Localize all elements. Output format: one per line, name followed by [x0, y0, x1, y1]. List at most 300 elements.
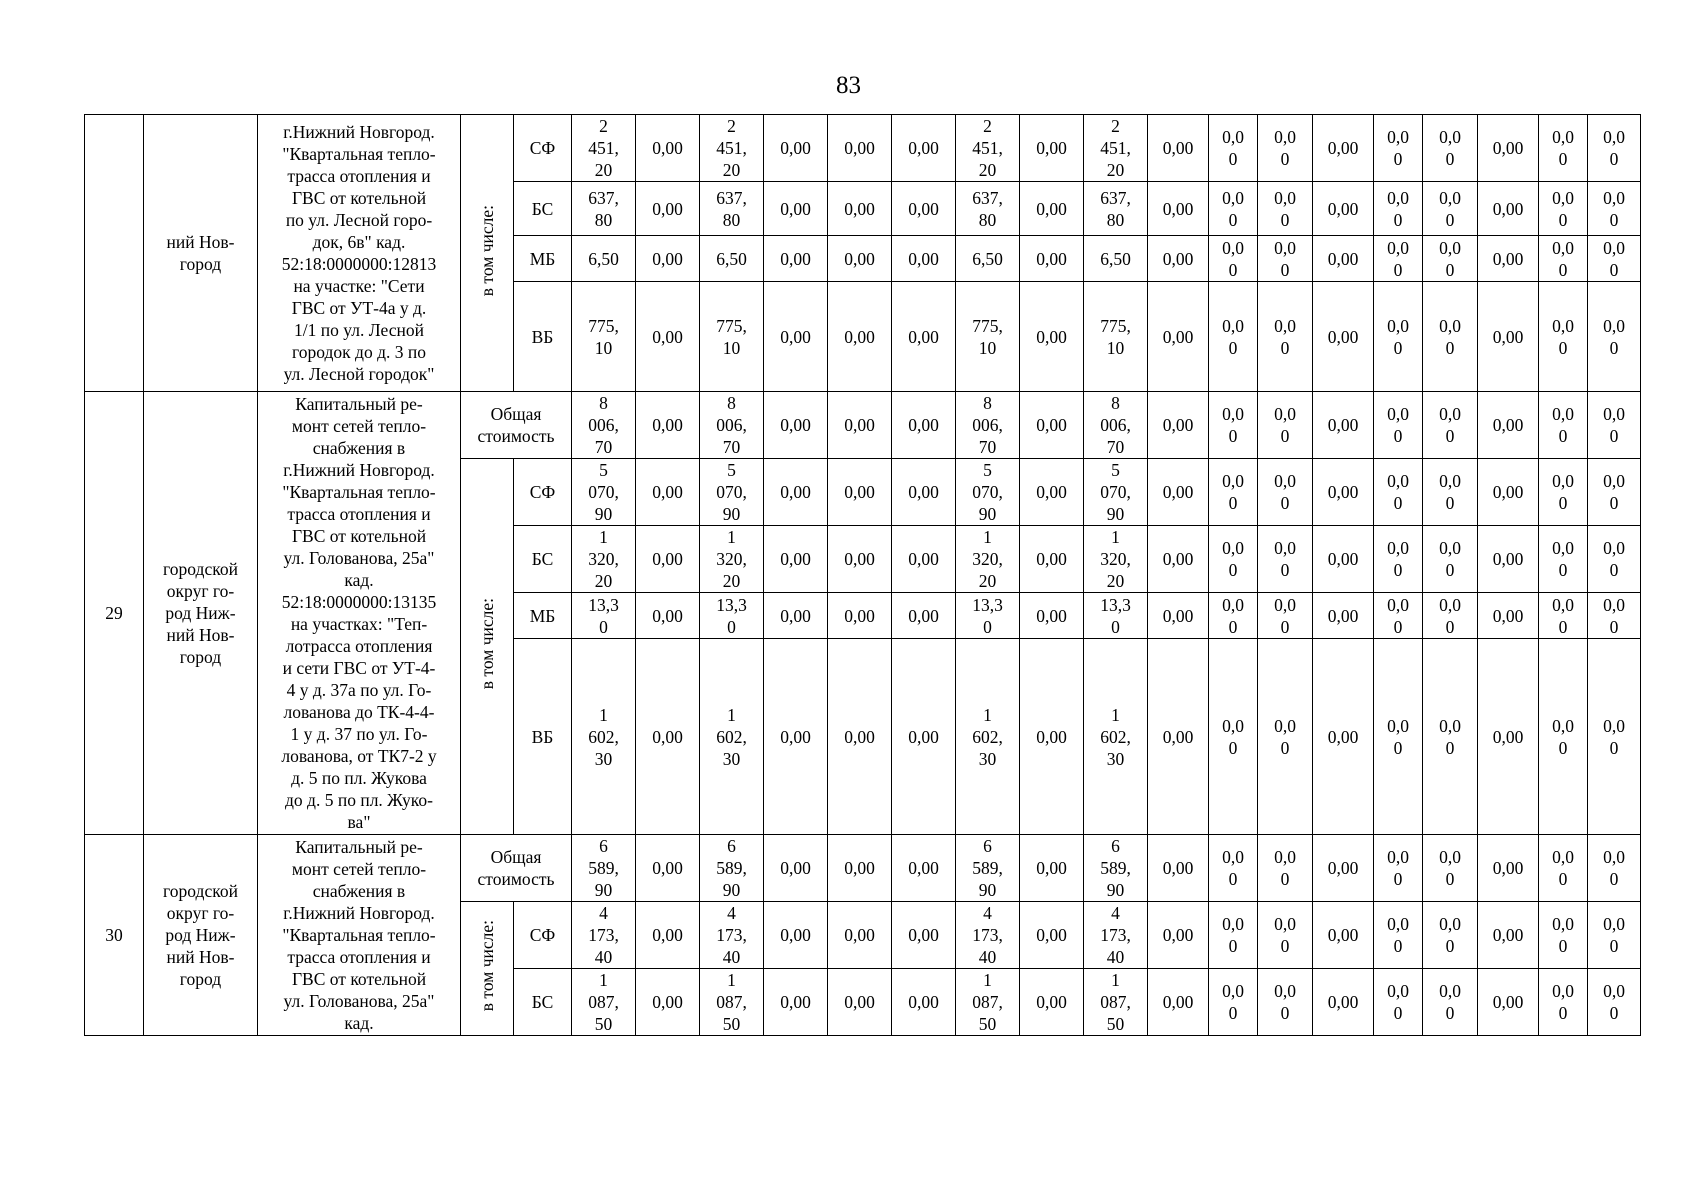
cell-line: округ го-	[166, 581, 235, 601]
amount-cell	[956, 115, 1020, 182]
cell-line: ГВС от котельной	[291, 969, 427, 989]
cell-line: 0,0	[1222, 404, 1244, 424]
zero-cell: 0,00	[764, 282, 828, 392]
cell-line: 0	[1558, 869, 1568, 889]
zero-cell: 0,00	[1313, 969, 1374, 1036]
zero-cell: 0,00	[1148, 182, 1209, 236]
cell-lines	[1425, 237, 1475, 281]
cell-lines	[1211, 913, 1255, 957]
zero-cell: 0,00	[1148, 593, 1209, 639]
cell-lines	[1425, 126, 1475, 170]
amount-cell	[1084, 115, 1148, 182]
cell-line: 589,	[1100, 858, 1131, 878]
funding-source: БС	[514, 182, 572, 236]
zero-cell: 0,00	[1148, 236, 1209, 282]
zero-cell: 0,00	[636, 459, 700, 526]
municipality-cell	[144, 392, 258, 835]
cell-line: 602,	[972, 726, 1003, 747]
amount-cell	[1084, 282, 1148, 392]
cell-line: 13,3	[1100, 594, 1131, 615]
cell-line: 0	[599, 616, 608, 637]
cell-line: трасса отопления и	[287, 504, 431, 524]
cell-lines	[1425, 715, 1475, 759]
zero-cell: 0,00	[1148, 639, 1209, 835]
cell-lines	[1590, 537, 1638, 581]
cell-line: 13,3	[972, 594, 1003, 615]
zero-split-cell	[1423, 236, 1478, 282]
zero-cell: 0,00	[892, 902, 956, 969]
amount-cell	[572, 282, 636, 392]
cell-line: 13,3	[588, 594, 619, 615]
cell-line: 602,	[588, 726, 619, 747]
zero-split-cell	[1588, 115, 1641, 182]
cell-line: 0,0	[1552, 538, 1574, 558]
amount-cell	[956, 639, 1020, 835]
cell-lines	[463, 846, 569, 890]
cell-line: 0,0	[1439, 315, 1461, 336]
cell-line: ва"	[347, 812, 371, 832]
cell-line: ний Нов-	[166, 947, 235, 967]
cell-line: 006,	[588, 415, 619, 435]
amount-cell	[572, 182, 636, 236]
cell-lines	[1260, 237, 1310, 281]
zero-cell: 0,00	[764, 835, 828, 902]
cell-line: 5	[599, 460, 608, 480]
amount-cell	[572, 902, 636, 969]
zero-cell: 0,00	[828, 236, 892, 282]
cell-line: 0	[1445, 869, 1455, 889]
amount-cell	[1084, 392, 1148, 459]
cell-line: 30	[978, 748, 997, 769]
zero-cell: 0,00	[764, 459, 828, 526]
cell-lines	[574, 315, 633, 359]
cell-line: 1	[727, 527, 736, 547]
cell-line: 20	[722, 571, 741, 591]
cell-line: 0	[1558, 209, 1568, 230]
amount-cell	[572, 526, 636, 593]
cell-line: 6,50	[1100, 248, 1131, 269]
zero-cell: 0,00	[1020, 282, 1084, 392]
cell-lines	[1086, 969, 1145, 1035]
cell-line: 30	[722, 748, 741, 769]
zero-split-cell	[1258, 526, 1313, 593]
zero-split-cell	[1588, 236, 1641, 282]
amount-cell	[956, 526, 1020, 593]
zero-split-cell	[1258, 115, 1313, 182]
cell-lines	[1425, 594, 1475, 638]
cell-line: ГВС от котельной	[291, 526, 427, 546]
cell-line: "Квартальная тепло-	[282, 925, 436, 945]
amount-cell	[700, 835, 764, 902]
amount-cell	[572, 459, 636, 526]
zero-cell: 0,00	[764, 115, 828, 182]
funding-source: СФ	[514, 459, 572, 526]
cell-line: кад.	[344, 1013, 374, 1033]
zero-split-cell	[1374, 593, 1423, 639]
zero-split-cell	[1423, 282, 1478, 392]
cell-lines	[1086, 902, 1145, 968]
cell-line: город	[179, 647, 222, 667]
cell-line: 0,0	[1552, 914, 1574, 934]
cell-lines	[1376, 715, 1420, 759]
cell-line: 2	[727, 116, 736, 136]
funding-source: МБ	[514, 236, 572, 282]
cell-line: ГВС от котельной	[291, 188, 427, 208]
amount-cell	[572, 593, 636, 639]
cell-lines	[1590, 403, 1638, 447]
cell-lines	[1590, 846, 1638, 890]
cell-line: 0,0	[1439, 981, 1461, 1001]
zero-cell: 0,00	[636, 593, 700, 639]
cell-line: 0	[1445, 149, 1455, 169]
zero-cell: 0,00	[636, 392, 700, 459]
zero-cell: 0,00	[892, 526, 956, 593]
cell-line: 637,	[588, 187, 619, 208]
cell-lines	[1425, 980, 1475, 1024]
cell-lines	[958, 392, 1017, 458]
zero-cell: 0,00	[764, 392, 828, 459]
cell-line: 0	[1280, 426, 1290, 446]
cell-lines	[1376, 187, 1420, 231]
cell-line: 087,	[588, 992, 619, 1012]
cell-line: 0	[1393, 936, 1403, 956]
zero-split-cell	[1423, 835, 1478, 902]
zero-split-cell	[1588, 182, 1641, 236]
cell-line: 006,	[1100, 415, 1131, 435]
cell-line: 0	[1393, 1003, 1403, 1023]
cell-line: 451,	[716, 138, 747, 158]
cell-lines	[702, 392, 761, 458]
cell-line: 50	[594, 1014, 613, 1034]
cell-line: 0	[1228, 426, 1238, 446]
cell-line: 0,0	[1222, 471, 1244, 491]
funding-source: БС	[514, 969, 572, 1036]
cell-line: 0,0	[1387, 127, 1409, 147]
cell-line: 173,	[1100, 925, 1131, 945]
cell-line: 0	[1280, 616, 1290, 637]
cell-line: 320,	[972, 549, 1003, 569]
cell-line: 0	[1280, 209, 1290, 230]
cell-line: 0	[1558, 337, 1568, 358]
cell-line: 20	[594, 160, 613, 180]
cell-lines	[1425, 187, 1475, 231]
zero-split-cell	[1588, 459, 1641, 526]
cell-line: 0	[1280, 1003, 1290, 1023]
cell-line: 1	[1111, 527, 1120, 547]
cell-lines	[574, 392, 633, 458]
cell-lines	[1086, 115, 1145, 181]
cell-line: 589,	[716, 858, 747, 878]
cell-lines	[1211, 846, 1255, 890]
cell-lines	[958, 459, 1017, 525]
cell-line: 1	[599, 527, 608, 547]
cell-line: ний Нов-	[166, 625, 235, 645]
cell-line: 0,0	[1387, 187, 1409, 208]
cell-lines	[702, 115, 761, 181]
zero-cell: 0,00	[636, 835, 700, 902]
cell-line: 1	[983, 970, 992, 990]
zero-cell: 0,00	[636, 639, 700, 835]
zero-cell: 0,00	[636, 969, 700, 1036]
cell-lines	[1590, 187, 1638, 231]
cell-line: 6	[599, 836, 608, 856]
cell-line: 0	[1228, 337, 1238, 358]
zero-split-cell	[1209, 392, 1258, 459]
cell-lines	[1260, 715, 1310, 759]
cell-line: 0	[1558, 936, 1568, 956]
cell-line: 0,0	[1439, 594, 1461, 615]
cell-line: 80	[722, 209, 741, 230]
cell-lines	[574, 902, 633, 968]
zero-cell: 0,00	[1148, 115, 1209, 182]
amount-cell	[1084, 459, 1148, 526]
zero-cell: 0,00	[892, 969, 956, 1036]
cell-line: 0	[1445, 1003, 1455, 1023]
cell-line: 90	[978, 880, 997, 900]
cell-lines	[1260, 403, 1310, 447]
zero-split-cell	[1258, 969, 1313, 1036]
amount-cell	[700, 392, 764, 459]
cell-line: 0,0	[1222, 315, 1244, 336]
cell-lines	[1541, 470, 1585, 514]
cell-line: 0,0	[1222, 914, 1244, 934]
zero-cell: 0,00	[1020, 236, 1084, 282]
zero-split-cell	[1374, 639, 1423, 835]
cell-line: 1	[983, 527, 992, 547]
cell-line: 0,0	[1387, 594, 1409, 615]
amount-cell	[956, 835, 1020, 902]
zero-cell: 0,00	[828, 182, 892, 236]
zero-cell: 0,00	[1478, 282, 1539, 392]
zero-split-cell	[1539, 115, 1588, 182]
cell-line: и сети ГВС от УТ-4-	[282, 658, 436, 678]
cell-line: 070,	[588, 482, 619, 502]
cell-lines	[1590, 315, 1638, 359]
zero-cell: 0,00	[828, 902, 892, 969]
cell-line: 0	[1609, 936, 1619, 956]
cell-line: 070,	[716, 482, 747, 502]
cell-lines	[702, 704, 761, 770]
cell-line: 1	[727, 970, 736, 990]
zero-split-cell	[1374, 236, 1423, 282]
zero-cell: 0,00	[1478, 639, 1539, 835]
cell-lines	[958, 315, 1017, 359]
cell-line: 0	[1609, 426, 1619, 446]
zero-cell: 0,00	[1020, 902, 1084, 969]
cell-lines	[1260, 913, 1310, 957]
cell-line: 0	[1393, 869, 1403, 889]
cell-lines	[1590, 980, 1638, 1024]
cell-lines	[1590, 715, 1638, 759]
cell-lines	[1376, 980, 1420, 1024]
zero-cell: 0,00	[1020, 526, 1084, 593]
zero-split-cell	[1258, 236, 1313, 282]
cell-lines	[1590, 126, 1638, 170]
cell-line: 087,	[972, 992, 1003, 1012]
funding-source: БС	[514, 526, 572, 593]
cell-lines	[1541, 913, 1585, 957]
cell-lines	[1376, 126, 1420, 170]
amount-cell	[956, 593, 1020, 639]
zero-cell: 0,00	[764, 593, 828, 639]
funding-source: МБ	[514, 593, 572, 639]
cell-line: 30	[1106, 748, 1125, 769]
cell-lines	[702, 526, 761, 592]
cell-lines	[702, 459, 761, 525]
cell-lines	[958, 902, 1017, 968]
cell-line: 0,0	[1552, 715, 1574, 736]
zero-split-cell	[1258, 639, 1313, 835]
cell-lines	[146, 558, 255, 668]
cell-lines	[1425, 315, 1475, 359]
cell-line: 1	[1111, 704, 1120, 725]
zero-cell: 0,00	[1020, 639, 1084, 835]
row-number	[85, 115, 144, 392]
cell-line: 0,0	[1274, 471, 1296, 491]
cell-line: 451,	[972, 138, 1003, 158]
cell-lines	[574, 115, 633, 181]
cell-lines	[574, 459, 633, 525]
cell-line: 0	[727, 616, 736, 637]
cell-line: Капитальный ре-	[295, 394, 423, 414]
cell-line: ГВС от УТ-4а у д.	[291, 298, 427, 318]
total-label	[461, 835, 572, 902]
cell-line: 0,0	[1274, 715, 1296, 736]
cell-line: ний Нов-	[166, 232, 235, 252]
cell-line: кад.	[344, 570, 374, 590]
cell-line: 0,0	[1274, 981, 1296, 1001]
cell-line: 6,50	[588, 248, 619, 269]
cell-line: город	[179, 969, 222, 989]
amount-cell	[700, 459, 764, 526]
cell-lines	[1260, 980, 1310, 1024]
cell-line: 2	[983, 116, 992, 136]
zero-cell: 0,00	[1478, 115, 1539, 182]
cell-line: 40	[722, 947, 741, 967]
cell-line: 0	[1280, 337, 1290, 358]
cell-line: 0	[1228, 616, 1238, 637]
zero-cell: 0,00	[1313, 526, 1374, 593]
table-row	[85, 115, 1641, 182]
cell-line: "Квартальная тепло-	[282, 482, 436, 502]
cell-lines	[1541, 126, 1585, 170]
cell-line: 2	[1111, 116, 1120, 136]
amount-cell	[1084, 182, 1148, 236]
cell-line: 0	[1445, 616, 1455, 637]
cell-line: род Ниж-	[165, 925, 236, 945]
cell-line: 0	[1445, 209, 1455, 230]
cell-lines	[958, 835, 1017, 901]
amount-cell	[572, 392, 636, 459]
zero-split-cell	[1539, 593, 1588, 639]
zero-split-cell	[1423, 526, 1478, 593]
zero-cell: 0,00	[1313, 639, 1374, 835]
cell-line: 80	[594, 209, 613, 230]
cell-line: 20	[722, 160, 741, 180]
cell-line: 1 у д. 37 по ул. Го-	[290, 724, 428, 744]
cell-line: 0	[1393, 259, 1403, 280]
cell-line: 0	[1558, 426, 1568, 446]
cell-line: 50	[978, 1014, 997, 1034]
zero-split-cell	[1209, 115, 1258, 182]
cell-line: 0,0	[1387, 847, 1409, 867]
cell-lines	[1425, 846, 1475, 890]
cell-line: 173,	[588, 925, 619, 945]
description-cell	[258, 115, 461, 392]
zero-cell: 0,00	[828, 526, 892, 593]
cell-line: 6,50	[972, 248, 1003, 269]
cell-line: 320,	[716, 549, 747, 569]
cell-line: 0,0	[1552, 471, 1574, 491]
cell-line: городок до д. 3 по	[292, 342, 426, 362]
zero-cell: 0,00	[1020, 459, 1084, 526]
cell-line: 1/1 по ул. Лесной	[294, 320, 424, 340]
zero-cell: 0,00	[1020, 835, 1084, 902]
zero-split-cell	[1539, 902, 1588, 969]
cell-line: 0,0	[1387, 471, 1409, 491]
cell-lines	[1260, 470, 1310, 514]
cell-line: 40	[978, 947, 997, 967]
cell-line: г.Нижний Новгород.	[283, 122, 435, 142]
cell-line: 8	[1111, 393, 1120, 413]
cell-lines	[1086, 704, 1145, 770]
cell-lines	[1260, 537, 1310, 581]
cell-line: 0,0	[1274, 315, 1296, 336]
zero-cell: 0,00	[1148, 902, 1209, 969]
zero-split-cell	[1423, 459, 1478, 526]
cell-lines	[1541, 980, 1585, 1024]
amount-cell	[956, 236, 1020, 282]
amount-cell	[956, 182, 1020, 236]
cell-line: 0,0	[1274, 127, 1296, 147]
zero-split-cell	[1209, 526, 1258, 593]
cell-line: 0,0	[1603, 471, 1625, 491]
cell-line: 0	[1393, 337, 1403, 358]
cell-line: 451,	[588, 138, 619, 158]
zero-cell: 0,00	[892, 392, 956, 459]
cell-line: 0	[1609, 1003, 1619, 1023]
cell-line: 0	[1228, 560, 1238, 580]
cell-line: 90	[722, 504, 741, 524]
cell-line: 70	[978, 437, 997, 457]
zero-cell: 0,00	[892, 115, 956, 182]
amount-cell	[1084, 593, 1148, 639]
cell-line: 0,0	[1439, 471, 1461, 491]
zero-split-cell	[1588, 593, 1641, 639]
cell-lines	[1211, 315, 1255, 359]
cell-line: 90	[594, 880, 613, 900]
zero-split-cell	[1374, 902, 1423, 969]
cell-line: 0	[1609, 337, 1619, 358]
cell-lines	[1590, 237, 1638, 281]
cell-line: 320,	[1100, 549, 1131, 569]
cell-line: 0	[1111, 616, 1120, 637]
cell-line: 0,0	[1603, 715, 1625, 736]
cell-line: 0,0	[1274, 237, 1296, 258]
cell-lines	[958, 187, 1017, 231]
cell-lines	[1086, 187, 1145, 231]
cell-lines	[958, 594, 1017, 638]
cell-line: 0,0	[1603, 594, 1625, 615]
cell-line: 0,0	[1439, 914, 1461, 934]
zero-split-cell	[1423, 182, 1478, 236]
zero-split-cell	[1588, 639, 1641, 835]
zero-cell: 0,00	[764, 182, 828, 236]
cell-line: 0,0	[1439, 237, 1461, 258]
cell-line: 0	[1609, 737, 1619, 758]
cell-line: 0,0	[1387, 981, 1409, 1001]
cell-line: монт сетей тепло-	[291, 416, 427, 436]
